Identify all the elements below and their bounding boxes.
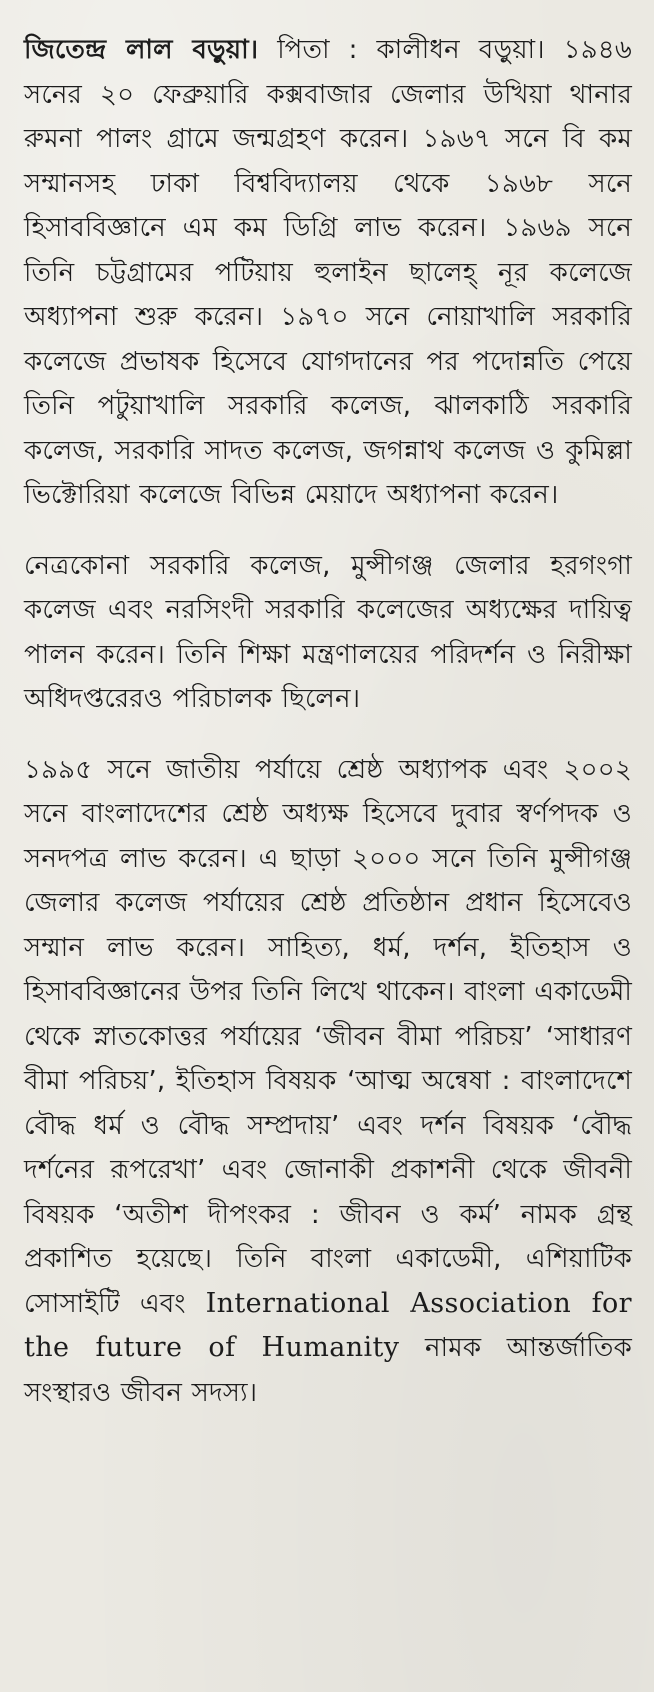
paragraph-awards-publications (24, 748, 632, 1416)
paragraph-tail: নামক আন্তর্জাতিক সংস্থারও জীবন সদস্য। (24, 1333, 632, 1408)
paragraph-text: ১৯৯৫ সনে জাতীয় পর্যায়ে শ্রেষ্ঠ অধ্যাপক এবং ২০০২ সনে বাংলাদেশের শ্রেষ্ঠ অধ্যক্ষ হিসেবে দুবার স্বর্ণপদক ও সনদপত্র লাভ করেন। এ ছাড়া ২০০০ সনে তিনি মুন্সীগঞ্জ জেলার কলেজ পর্যায়ের শ্রেষ্ঠ প্রতিষ্ঠান প্রধান হিসেবেও সম্মান লাভ করেন। সাহিত্য, ধর্ম, দর্শন, ইতিহাস ও হিসাববিজ্ঞানের উপর তিনি লিখে থাকেন। বাংলা একাডেমী থেকে স্নাতকোত্তর পর্যায়ের ‘জীবন বীমা পরিচয়’ ‘সাধারণ বীমা পরিচয়’, ইতিহাস বিষয়ক ‘আত্ম অন্বেষা : বাংলাদেশে বৌদ্ধ ধর্ম ও বৌদ্ধ সম্প্রদায়’ এবং দর্শন বিষয়ক ‘বৌদ্ধ দর্শনের রূপরেখা’ এবং জোনাকী প্রকাশনী থেকে জীবনী বিষয়ক ‘অতীশ দীপংকর : জীবন ও কর্ম’ নামক গ্রন্থ প্রকাশিত হয়েছে। তিনি বাংলা একাডেমী, এশিয়াটিক সোসাইটি এবং (24, 754, 632, 1319)
paragraph-administration (24, 544, 632, 722)
paragraph-text: পিতা : কালীধন বড়ুয়া। ১৯৪৬ সনের ২০ ফেব্রুয়ারি কক্সবাজার জেলার উখিয়া থানার রুমনা পালং গ্রামে জন্মগ্রহণ করেন। ১৯৬৭ সনে বি কম সম্মানসহ ঢাকা বিশ্ববিদ্যালয় থেকে ১৯৬৮ সনে হিসাববিজ্ঞানে এম কম ডিগ্রি লাভ করেন। ১৯৬৯ সনে তিনি চট্টগ্রামের পটিয়ায় হুলাইন ছালেহ্ নূর কলেজে অধ্যাপনা শুরু করেন। ১৯৭০ সনে নোয়াখালি সরকারি কলেজে প্রভাষক হিসেবে যোগদানের পর পদোন্নতি পেয়ে তিনি পটুয়াখালি সরকারি কলেজ, ঝালকাঠি সরকারি কলেজ, সরকারি সাদত কলেজ, জগন্নাথ কলেজ ও কুমিল্লা ভিক্টোরিয়া কলেজে বিভিন্ন মেয়াদে অধ্যাপনা করেন। (24, 35, 632, 510)
paragraph-text: নেত্রকোনা সরকারি কলেজ, মুন্সীগঞ্জ জেলার হরগংগা কলেজ এবং নরসিংদী সরকারি কলেজের অধ্যক্ষের দায়িত্ব পালন করেন। তিনি শিক্ষা মন্ত্রণালয়ের পরিদর্শন ও নিরীক্ষা অধিদপ্তরেরও পরিচালক ছিলেন। (24, 550, 632, 714)
biography-article (24, 28, 632, 1415)
paragraph-early-life (24, 28, 632, 518)
subject-name: জিতেন্দ্র লাল বড়ুয়া। (24, 35, 259, 65)
organization-name: International Association for the future of Humanity (24, 1287, 632, 1363)
